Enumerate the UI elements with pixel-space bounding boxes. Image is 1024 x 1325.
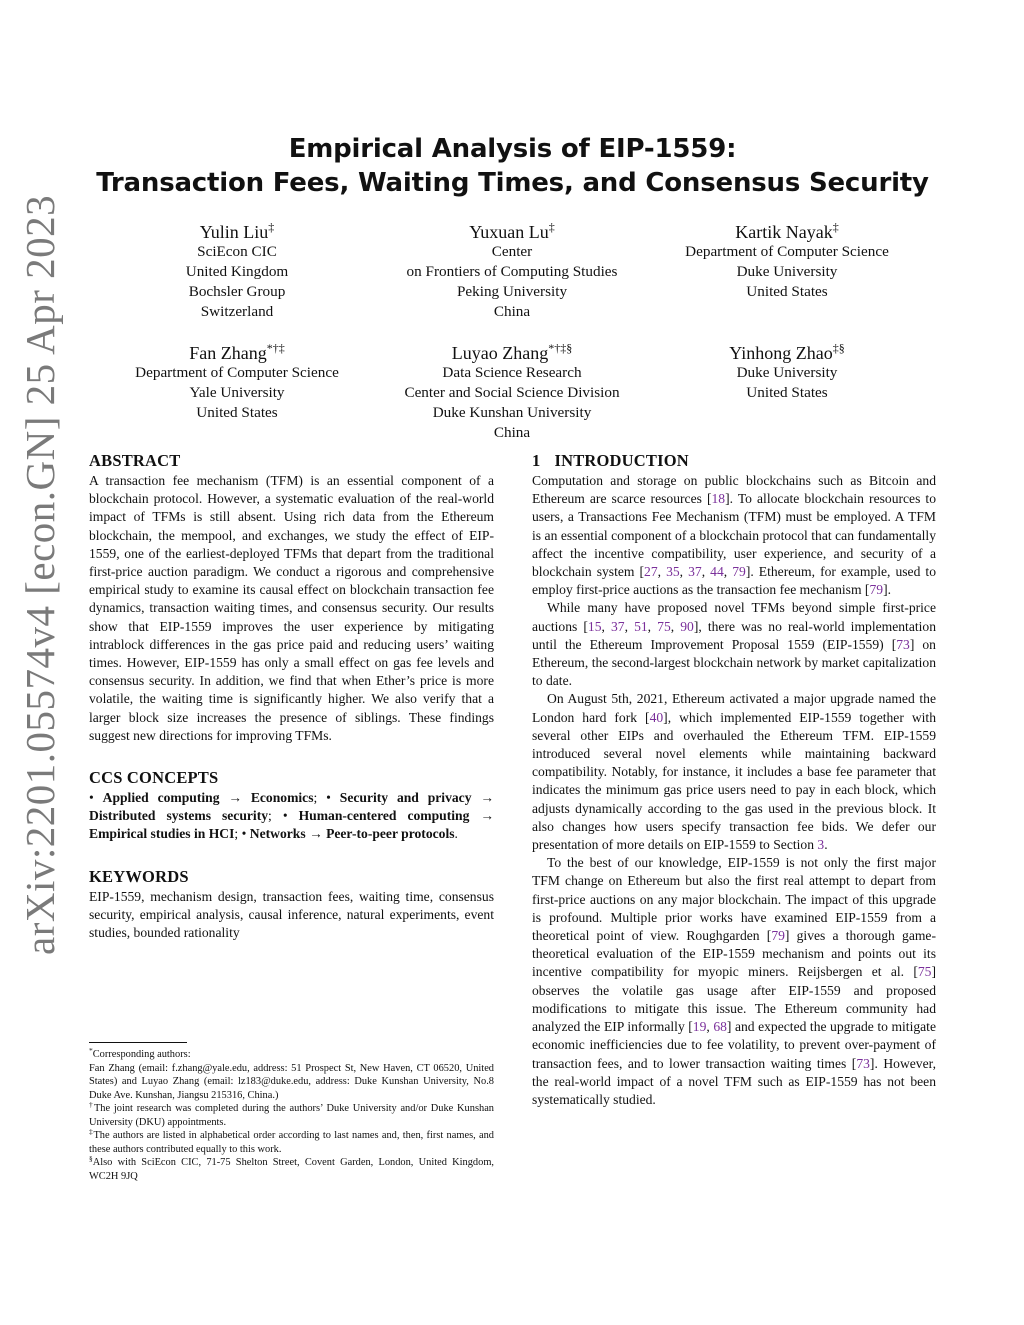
author-affiliation-line: Duke University <box>736 364 838 381</box>
citation-link[interactable]: 19 <box>692 1019 707 1035</box>
title-line-2: Transaction Fees, Waiting Times, and Consensus Security <box>96 168 929 198</box>
author-affiliation-line: Data Science Research <box>442 364 582 381</box>
title-line-1: Empirical Analysis of EIP-1559: <box>288 134 737 164</box>
citation-link[interactable]: 79 <box>869 582 884 598</box>
footnotes <box>89 1042 494 1183</box>
author-name: Yuxuan Lu‡ <box>469 220 555 242</box>
footnote-section: §Also with SciEcon CIC, 71-75 Shelton Street, Covent Garden, London, United Kingdom, WC2H 9JQ <box>89 1154 494 1182</box>
author-name: Kartik Nayak‡ <box>735 220 839 242</box>
footnote-dagger: †The joint research was completed during the authors’ Duke University and/or Duke Kunshan University (DKU) appointments. <box>89 1100 494 1128</box>
author-affiliation-line: Department of Computer Science <box>135 364 339 381</box>
citation-link[interactable]: 40 <box>649 709 664 725</box>
abstract-heading: ABSTRACT <box>89 451 181 470</box>
citation-link[interactable]: 90 <box>680 618 694 634</box>
citation-link[interactable]: 37 <box>688 564 702 580</box>
ccs-heading: CCS CONCEPTS <box>89 768 219 788</box>
right-column <box>532 450 936 1109</box>
citation-link[interactable]: 75 <box>657 618 671 634</box>
author-block-yulin-liu <box>137 220 337 322</box>
citation-link[interactable]: 35 <box>666 564 680 580</box>
author-name: Yinhong Zhao‡§ <box>729 341 845 363</box>
author-affiliation-line: Switzerland <box>200 303 274 320</box>
ccs-concepts-text: • Applied computing → Economics; • Security and privacy → Distributed systems security; • Human-centered computing → Empirical studies in HCI; • Networks → Peer-to-peer protocols. <box>89 790 494 842</box>
footnote-rule <box>89 1042 187 1043</box>
keywords-heading: KEYWORDS <box>89 866 189 886</box>
footnote-double-dagger: ‡The authors are listed in alphabetical order according to last names and, then, first names, and these authors contributed equally to this work. <box>89 1127 495 1155</box>
footnote-corresponding-details: Fan Zhang (email: f.zhang@yale.edu, address: 51 Prospect St, New Haven, CT 06520, United States) and Luyao Zhang (email: lz183@duke.edu, address: Duke Kunshan University, No.8 Duke Ave. Kunshan, Jiangsu 215316, China.) <box>89 1062 494 1101</box>
author-affiliation-line: Center <box>491 243 533 260</box>
author-affiliation-line: United States <box>196 404 278 421</box>
section-link[interactable]: 3 <box>817 837 825 853</box>
author-block-kartik-nayak <box>657 220 917 302</box>
citation-link[interactable]: 44 <box>710 564 724 580</box>
author-block-fan-zhang <box>107 341 367 423</box>
arxiv-watermark: arXiv:2201.05574v4 [econ.GN] 25 Apr 2023 <box>17 194 63 955</box>
intro-paragraph-4: To the best of our knowledge, EIP-1559 is not only the first major TFM change on Ethereum but also the first real attempt to depart from first-price auctions on any major blockchain. The impact of this upgrade is profound. Multiple prior works have examined EIP-1559 from a theoretical point of view. Roughgarden [79] gives a thorough game-theoretical evaluation of the EIP-1559 mechanism and points out its incentive compatibility for myopic miners. Reijsbergen et al. [75] observes the volatile gas usage after EIP-1559 and proposed modifications to mitigate this issue. The Ethereum community had analyzed the EIP informally [19, 68] and expected the upgrade to mitigate economic inefficiencies due to fee volatility, to prevent over-payment of transaction fees, and to lower transaction waiting times [73]. However, the real-world impact of a novel TFM such as EIP-1559 has not been systematically studied. <box>532 855 937 1107</box>
author-affiliation-line: Yale University <box>189 384 285 401</box>
author-affiliation-line: Department of Computer Science <box>685 243 889 260</box>
citation-link[interactable]: 27 <box>644 564 658 580</box>
author-name: Fan Zhang*†‡ <box>189 341 285 363</box>
paper-title <box>90 132 935 200</box>
author-affiliation-line: Bochsler Group <box>188 283 286 300</box>
citation-link[interactable]: 15 <box>587 618 602 634</box>
author-affiliation-line: China <box>493 303 531 320</box>
keywords-text: EIP-1559, mechanism design, transaction fees, waiting time, consensus security, empirical analysis, causal inference, natural experiments, event studies, bounded rationality <box>89 888 494 941</box>
citation-link[interactable]: 68 <box>713 1019 727 1035</box>
citation-link[interactable]: 18 <box>711 491 726 507</box>
author-affiliation-line: Center and Social Science Division <box>404 384 620 401</box>
author-block-yinhong-zhao <box>677 341 897 403</box>
citation-link[interactable]: 37 <box>611 618 625 634</box>
author-affiliation-line: United States <box>746 384 828 401</box>
author-affiliation-line: Duke University <box>736 263 838 280</box>
author-affiliation-line: United Kingdom <box>185 263 289 280</box>
author-block-luyao-zhang <box>362 341 662 443</box>
author-affiliation-line: Duke Kunshan University <box>432 404 592 421</box>
citation-link[interactable]: 73 <box>896 636 910 652</box>
author-name: Luyao Zhang*†‡§ <box>451 341 573 363</box>
author-affiliation-line: China <box>493 424 531 441</box>
author-name: Yulin Liu‡ <box>199 220 275 242</box>
citation-link[interactable]: 75 <box>917 964 932 980</box>
author-affiliation-line: Peking University <box>456 283 568 300</box>
author-affiliation-line: on Frontiers of Computing Studies <box>406 263 618 280</box>
citation-link[interactable]: 79 <box>771 928 785 944</box>
footnote-corresponding: *Corresponding authors: <box>89 1046 191 1060</box>
intro-paragraph-1: Computation and storage on public blockchains such as Bitcoin and Ethereum are scarce resources [18]. To allocate blockchain resources to users, a Transactions Fee Mechanism (TFM) must be employed. A TFM is an essential component of a blockchain protocol that can fundamentally affect the incentive compatibility, user experience, and security of a blockchain system [27, 35, 37, 44, 79]. Ethereum, for example, used to employ first-price auctions as the transaction fee mechanism [79]. <box>532 473 937 598</box>
citation-link[interactable]: 51 <box>634 618 648 634</box>
author-affiliation-line: United States <box>746 283 828 300</box>
citation-link[interactable]: 73 <box>856 1055 870 1071</box>
left-column <box>89 450 494 942</box>
intro-paragraph-2: While many have proposed novel TFMs beyond simple first-price auctions [15, 37, 51, 75, 90], there was no real-world implementation until the Ethereum Improvement Proposal 1559 (EIP-1559) [73] on Ethereum, the second-largest blockchain network by market capitalization to date. <box>532 600 937 689</box>
author-block-yuxuan-lu <box>362 220 662 322</box>
author-affiliation-line: SciEcon CIC <box>197 243 277 260</box>
abstract-text: A transaction fee mechanism (TFM) is an essential component of a blockchain protocol. However, a systematic evaluation of the real-world impact of TFMs is still absent. Using rich data from the Ethereum blockchain, the mempool, and exchanges, we study the effect of EIP-1559, one of the earliest-deployed TFMs that depart from the traditional first-price auction paradigm. We conduct a rigorous and comprehensive empirical study to examine its causal effect on blockchain transaction fee dynamics, transaction waiting times, and consensus security. Our results show that EIP-1559 improves the user experience by mitigating intrablock differences in the gas price paid and reducing users’ waiting times. However, EIP-1559 has only a small effect on gas fee levels and consensus security. In addition, we find that when Ether’s price is more volatile, the waiting time is significantly higher. We also verify that a larger block size increases the presence of siblings. These findings suggest new directions for improving TFMs. <box>89 473 494 743</box>
introduction-heading: 1 INTRODUCTION <box>532 451 689 470</box>
intro-paragraph-3: On August 5th, 2021, Ethereum activated a major upgrade named the London hard fork [40], which implemented EIP-1559 together with several other EIPs and overhauled the Ethereum TFM. EIP-1559 introduced several novel elements while maintaining backward compatibility. Notably, for instance, it includes a base fee parameter that indicates the minimum gas price users need to pay in each block, which adjusts dynamically according to the gas used in the previous block. It also changes how users specify transaction fee bids. We defer our presentation of more details on EIP-1559 to Section 3. <box>532 691 937 853</box>
citation-link[interactable]: 79 <box>732 564 746 580</box>
